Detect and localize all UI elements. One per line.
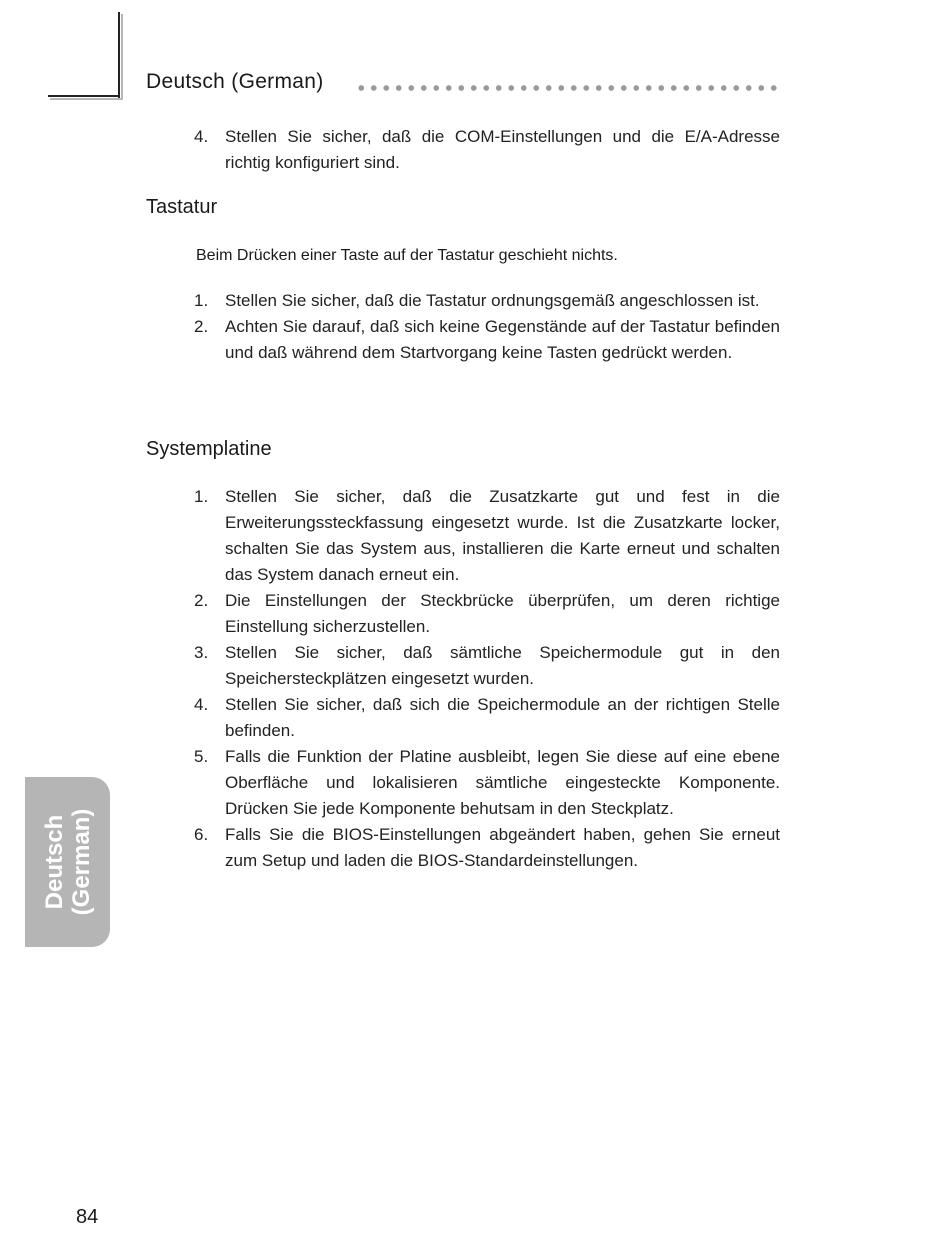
list-item-text: Falls Sie die BIOS-Einstellungen abgeändert haben, gehen Sie erneut zum Setup und laden die BIOS-Standardeinstellungen. [225, 825, 780, 870]
list-item-number: 1. [194, 487, 209, 506]
list-item-text: Stellen Sie sicher, daß die COM-Einstellungen und die E/A-Adresse richtig konfiguriert sind. [225, 127, 780, 172]
list-item-text: Stellen Sie sicher, daß die Zusatzkarte gut und fest in die Erweiterungssteckfassung eingesetzt wurde. Ist die Zusatzkarte locker, schalten Sie das System aus, installieren die Karte erneut und schalten das System danach erneut ein. [225, 487, 780, 584]
list-item [194, 822, 780, 874]
keyboard-problem-statement: Beim Drücken einer Taste auf der Tastatur geschieht nichts. [196, 247, 618, 264]
corner-mark-vertical [118, 12, 120, 98]
list-item [194, 288, 780, 314]
list-item-text: Stellen Sie sicher, daß sämtliche Speichermodule gut in den Speichersteckplätzen eingesetzt wurden. [225, 643, 780, 688]
list-item-number: 2. [194, 317, 209, 336]
list-item-number: 4. [194, 127, 209, 146]
side-tab-line-1: Deutsch [41, 814, 68, 910]
language-side-tab-label [41, 809, 95, 916]
list-item-number: 4. [194, 695, 209, 714]
list-item [194, 314, 780, 366]
list-item-text: Stellen Sie sicher, daß sich die Speichermodule an der richtigen Stelle befinden. [225, 695, 780, 740]
list-item-text: Achten Sie darauf, daß sich keine Gegenstände auf der Tastatur befinden und daß während dem Startvorgang keine Tasten gedrückt werden. [225, 317, 780, 362]
list-item-text: Stellen Sie sicher, daß die Tastatur ordnungsgemäß angeschlossen ist. [225, 291, 760, 310]
systemboard-steps-list [194, 484, 780, 874]
list-item [194, 692, 780, 744]
list-item-number: 1. [194, 291, 209, 310]
list-item-number: 3. [194, 643, 209, 662]
section-heading-systemboard: Systemplatine [146, 438, 272, 460]
list-item [194, 744, 780, 822]
list-item-text: Die Einstellungen der Steckbrücke überprüfen, um deren richtige Einstellung sicherzustellen. [225, 591, 780, 636]
intro-list [194, 124, 780, 176]
header-dotted-rule [355, 84, 780, 92]
list-item-number: 2. [194, 591, 209, 610]
keyboard-steps-list [194, 288, 780, 366]
list-item [194, 124, 780, 176]
list-item [194, 484, 780, 588]
list-item-text: Falls die Funktion der Platine ausbleibt, legen Sie diese auf eine ebene Oberfläche und lokalisieren sämtliche eingesteckte Komponente. Drücken Sie jede Komponente behutsam in den Steckplatz. [225, 747, 780, 818]
page-header-title: Deutsch (German) [146, 70, 324, 93]
side-tab-line-2: (German) [68, 808, 95, 916]
section-heading-keyboard: Tastatur [146, 196, 218, 218]
list-item [194, 640, 780, 692]
list-item-number: 5. [194, 747, 209, 766]
page-number: 84 [76, 1206, 99, 1228]
corner-mark-horizontal [48, 95, 120, 97]
list-item [194, 588, 780, 640]
list-item-number: 6. [194, 825, 209, 844]
